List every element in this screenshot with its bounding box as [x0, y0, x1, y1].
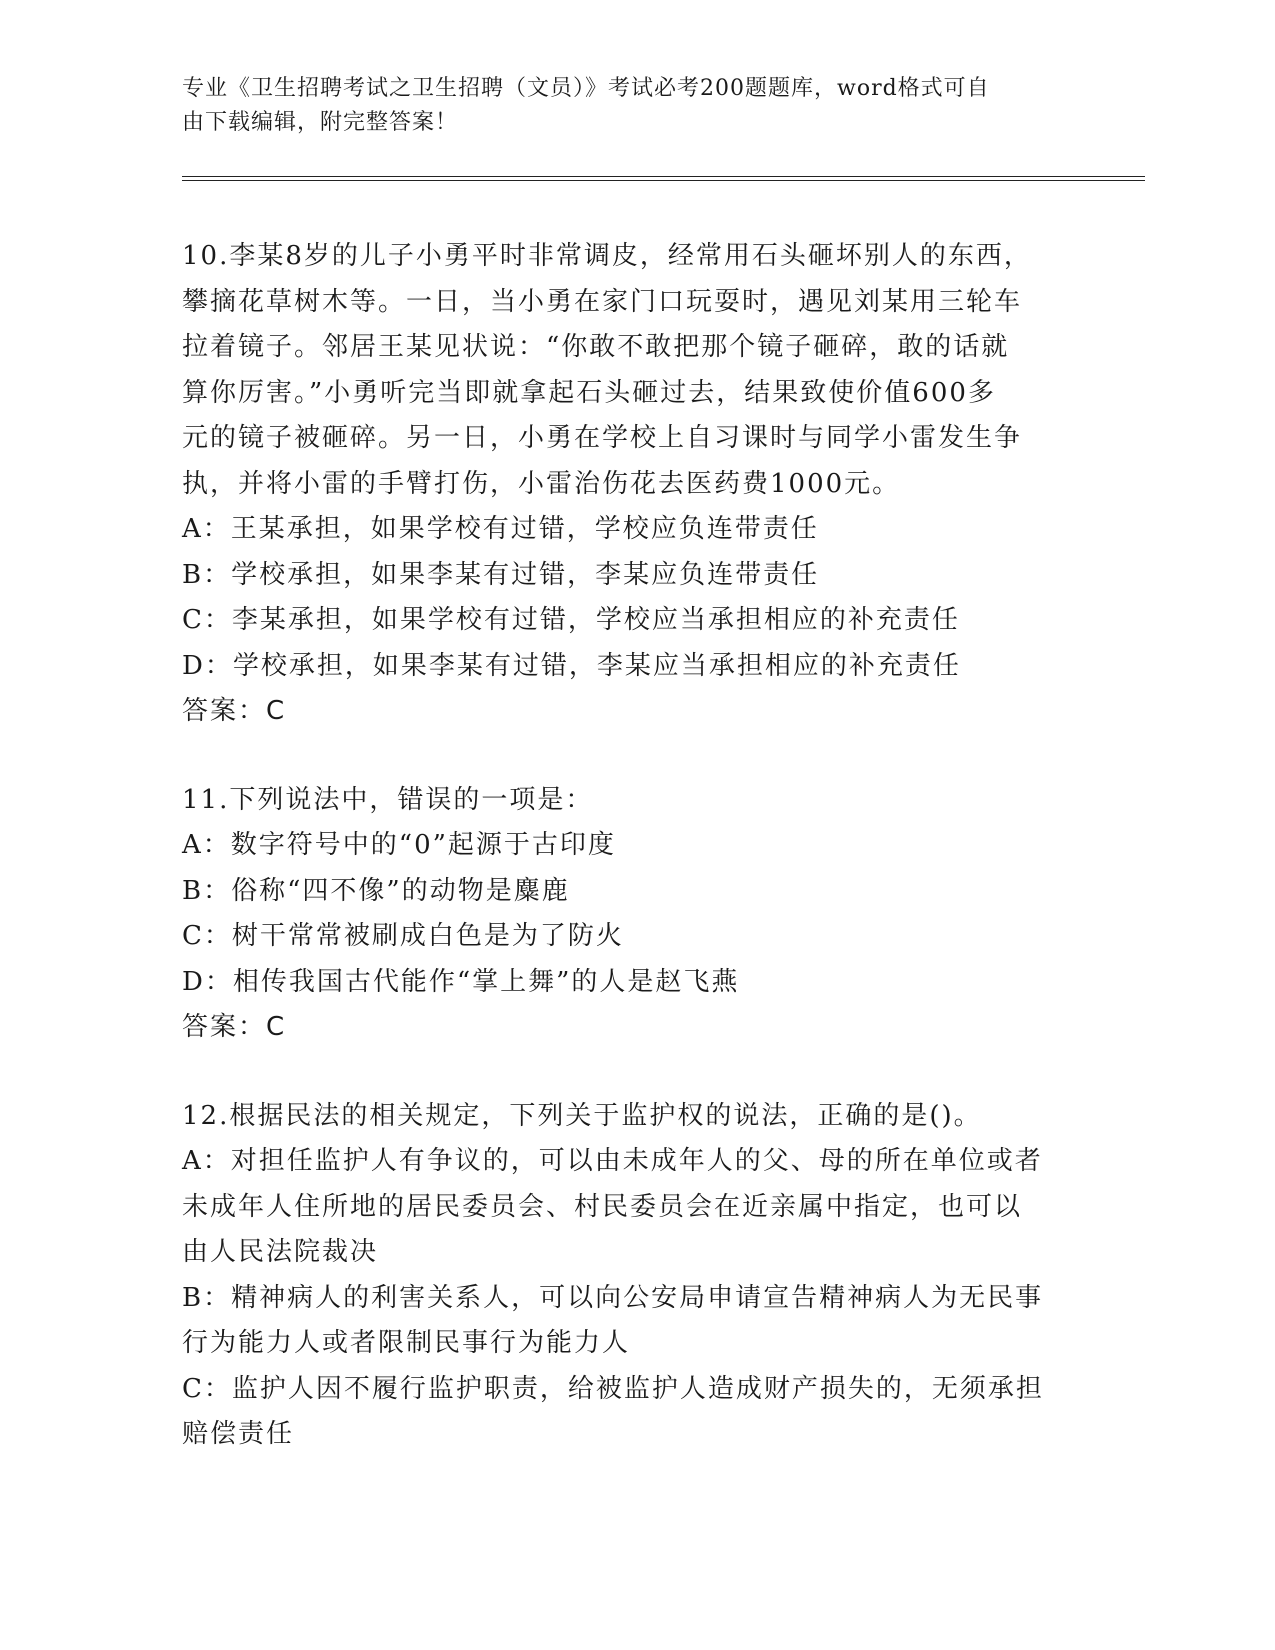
option-a-continued: 未成年人住所地的居民委员会、村民委员会在近亲属中指定，也可以 — [182, 1191, 1023, 1222]
question-spacer — [182, 1051, 1062, 1094]
header-line-2: 由下载编辑，附完整答案！ — [182, 110, 459, 135]
option-a: A：数字符号中的“0”起源于古印度 — [182, 830, 616, 860]
answer-line: 答案：C — [182, 696, 287, 726]
question-stem-line: 拉着镜子。邻居王某见状说：“你敢不敢把那个镜子砸碎，敢的话就 — [182, 332, 1010, 362]
question-stem-line: 11.下列说法中，错误的一项是： — [182, 784, 594, 815]
question-stem-line: 10.李某8岁的儿子小勇平时非常调皮，经常用石头砸坏别人的东西， — [182, 241, 1032, 271]
document-header — [182, 72, 1042, 140]
header-line-1: 专业《卫生招聘考试之卫生招聘（文员）》考试必考200题题库，word格式可自 — [182, 76, 990, 101]
option-d: D：相传我国古代能作“掌上舞”的人是赵飞燕 — [182, 966, 740, 997]
option-a-continued: 由人民法院裁决 — [182, 1237, 379, 1267]
option-b: B：俗称“四不像”的动物是麋鹿 — [182, 875, 570, 906]
question-stem-line: 攀摘花草树木等。一日，当小勇在家门口玩耍时，遇见刘某用三轮车 — [182, 286, 1023, 317]
option-b-continued: 行为能力人或者限制民事行为能力人 — [182, 1328, 631, 1358]
option-c-continued: 赔偿责任 — [182, 1419, 295, 1449]
option-d: D：学校承担，如果李某有过错，李某应当承担相应的补充责任 — [182, 650, 961, 681]
question-stem-line: 执，并将小雷的手臂打伤，小雷治伤花去医药费1000元。 — [182, 468, 901, 499]
option-a: A：对担任监护人有争议的，可以由未成年人的父、母的所在单位或者 — [182, 1146, 1043, 1176]
option-b: B：学校承担，如果李某有过错，李某应负连带责任 — [182, 559, 820, 590]
question-12 — [182, 1094, 1062, 1458]
option-c: C：李某承担，如果学校有过错，学校应当承担相应的补充责任 — [182, 605, 960, 635]
question-11 — [182, 778, 1062, 1051]
option-c: C：树干常常被刷成白色是为了防火 — [182, 921, 624, 951]
answer-line: 答案：C — [182, 1012, 287, 1042]
question-list — [182, 234, 1062, 1458]
header-divider — [182, 176, 1145, 181]
question-10 — [182, 234, 1062, 735]
question-spacer — [182, 735, 1062, 778]
question-stem-line: 12.根据民法的相关规定，下列关于监护权的说法，正确的是()。 — [182, 1100, 982, 1131]
option-b: B：精神病人的利害关系人，可以向公安局申请宣告精神病人为无民事 — [182, 1282, 1044, 1313]
question-stem-line: 算你厉害。”小勇听完当即就拿起石头砸过去，结果致使价值600多 — [182, 377, 996, 408]
option-c: C：监护人因不履行监护职责，给被监护人造成财产损失的，无须承担 — [182, 1373, 1044, 1404]
option-a: A：王某承担，如果学校有过错，学校应负连带责任 — [182, 514, 819, 544]
question-stem-line: 元的镜子被砸碎。另一日，小勇在学校上自习课时与同学小雷发生争 — [182, 423, 1023, 453]
